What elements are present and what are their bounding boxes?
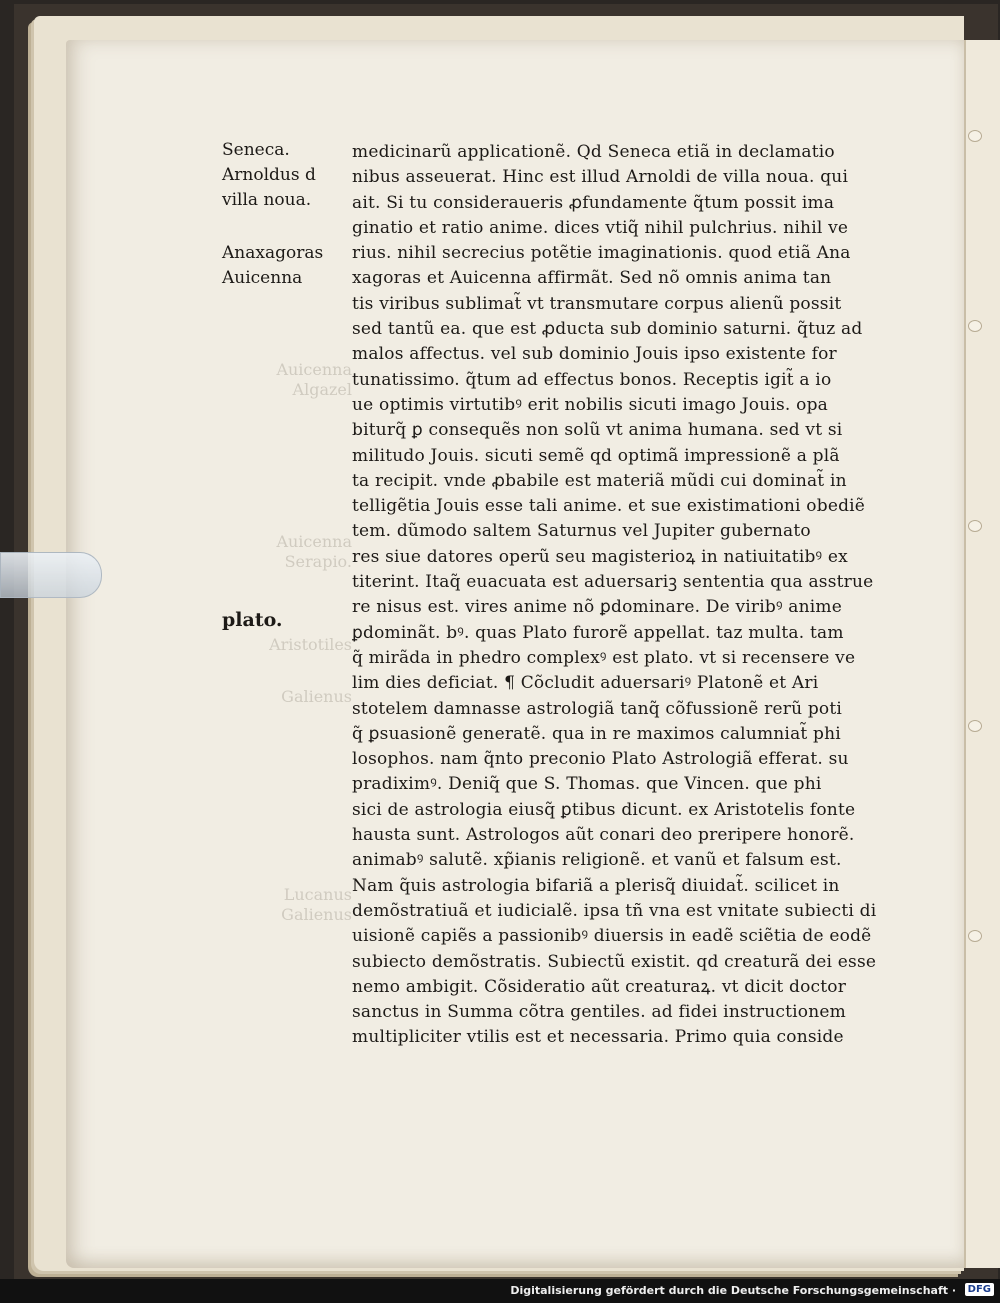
text-line: xagoras et Auicenna affirmãt. Sed nõ omnis anima tan [352, 268, 832, 289]
text-line: sanctus in Summa cõtra gentiles. ad fidei instructionem [352, 1002, 846, 1023]
bleed-through-note: Lucanus [283, 885, 352, 904]
text-line: sed tantũ ea. que est ꝓducta sub dominio saturni. q̃tuz ad [352, 319, 863, 340]
margin-note: villa noua. [222, 190, 312, 210]
text-line: uisionẽ capiẽs a passionibꝰ diuersis in eadẽ sciẽtia de eodẽ [352, 926, 872, 947]
text-line: subiecto demõstratis. Subiectũ existit. qd creaturã dei esse [352, 951, 877, 972]
text-line: losophos. nam q̃nto preconio Plato Astrologiã efferat. su [352, 749, 849, 770]
text-line: demõstratiuã et iudicialẽ. ipsa tñ vna est vnitate subiecti di [352, 900, 877, 921]
margin-note: Seneca. [222, 140, 290, 160]
margin-note: plato. [222, 609, 283, 631]
text-line: hausta sunt. Astrologos aũt conari deo preripere honorẽ. [352, 825, 855, 846]
text-line: tem. dũmodo saltem Saturnus vel Jupiter gubernato [352, 521, 811, 542]
margin-note: Arnoldus d [222, 165, 316, 185]
text-line: multipliciter vtilis est et necessaria. Primo quia conside [352, 1027, 844, 1048]
text-line: malos affectus. vel sub dominio Jouis ipso existente for [352, 344, 837, 365]
text-line: telligẽtia Jouis esse tali anime. et sue existimationi obediẽ [352, 496, 866, 517]
bleed-through-note: Auicenna [276, 360, 352, 379]
text-line: nemo ambigit. Cõsideratio aũt creaturaꝝ. vt dicit doctor [352, 976, 847, 997]
text-line: ait. Si tu consideraueris ꝓfundamente q̃tum possit ima [352, 192, 835, 213]
binding-hole-4 [968, 720, 982, 732]
body-text [352, 140, 892, 1051]
bleed-through-note: Serapio. [284, 552, 352, 571]
bleed-through-note: Galienus [281, 687, 352, 706]
text-line: lim dies deficiat. ¶ Cõcludit aduersariꝰ Platonẽ et Ari [352, 673, 819, 694]
text-line: q̃ ꝑsuasionẽ generatẽ. qua in re maximos calumniat̃ phi [352, 723, 841, 744]
text-line: ginatio et ratio anime. dices vtiq̃ nihil pulchrius. nihil ve [352, 217, 849, 238]
binding-hole-1 [968, 130, 982, 142]
text-line: stotelem damnasse astrologiã tanq̃ cõfussionẽ rerũ poti [352, 698, 843, 719]
binding-hole-3 [968, 520, 982, 532]
text-line: ꝑdominãt. bꝰ. quas Plato furorẽ appellat. taz multa. tam [352, 622, 844, 643]
text-line: animabꝰ salutẽ. xp̃ianis religionẽ. et vanũ et falsum est. [352, 850, 842, 871]
binding-hole-5 [968, 930, 982, 942]
text-line: nibus asseuerat. Hinc est illud Arnoldi de villa noua. qui [352, 167, 849, 188]
text-line: Nam q̃uis astrologia bifariã a plerisq̃ diuidat̃. scilicet in [352, 875, 840, 896]
footer-credit: Digitalisierung gefördert durch die Deutsche Forschungsgemeinschaft · [510, 1284, 956, 1297]
text-line: res siue datores operũ seu magisterioꝝ in natiuitatibꝰ ex [352, 546, 848, 567]
bleed-through-note: Galienus [281, 905, 352, 924]
text-line: rius. nihil secrecius potẽtie imaginationis. quod etiã Ana [352, 243, 851, 264]
text-line: re nisus est. vires anime nõ ꝑdominare. De viribꝰ anime [352, 597, 842, 618]
bleed-through-note: Algazel [292, 380, 352, 399]
text-line: medicinarũ applicationẽ. Qd Seneca etiã in declamatio [352, 142, 835, 162]
margin-note: Anaxagoras [222, 243, 324, 263]
bleed-through-note: Auicenna [276, 532, 352, 551]
text-line: ue optimis virtutibꝰ erit nobilis sicuti imago Jouis. opa [352, 394, 828, 415]
text-line: tunatissimo. q̃tum ad effectus bonos. Receptis igit̃ a io [352, 369, 832, 390]
text-line: biturq̃ ꝑ consequẽs non solũ vt anima humana. sed vt si [352, 420, 843, 441]
page-clip [0, 552, 102, 598]
text-line: tis viribus sublimat̃ vt transmutare corpus alienũ possit [352, 293, 842, 314]
text-line: militudo Jouis. sicuti semẽ qd optimã impressionẽ a plã [352, 445, 840, 466]
text-line: q̃ mirãda in phedro complexꝰ est plato. vt si recensere ve [352, 647, 856, 668]
margin-note: Auicenna [222, 268, 303, 288]
bleed-through-note: Aristotiles [269, 635, 352, 654]
text-line: titerint. Itaq̃ euacuata est aduersariꝫ sententia qua asstrue [352, 572, 874, 593]
text-line: sici de astrologia eiusq̃ ꝑtibus dicunt. ex Aristotelis fonte [352, 799, 856, 820]
text-line: ta recipit. vnde ꝓbabile est materiã mũdi cui dominat̃ in [352, 470, 847, 491]
binding-hole-2 [968, 320, 982, 332]
dfg-logo: DFG [965, 1283, 994, 1296]
text-line: pradiximꝰ. Deniq̃ que S. Thomas. que Vincen. que phi [352, 774, 822, 795]
footer-bar [0, 1279, 1000, 1303]
facing-page-edge [964, 40, 1000, 1268]
